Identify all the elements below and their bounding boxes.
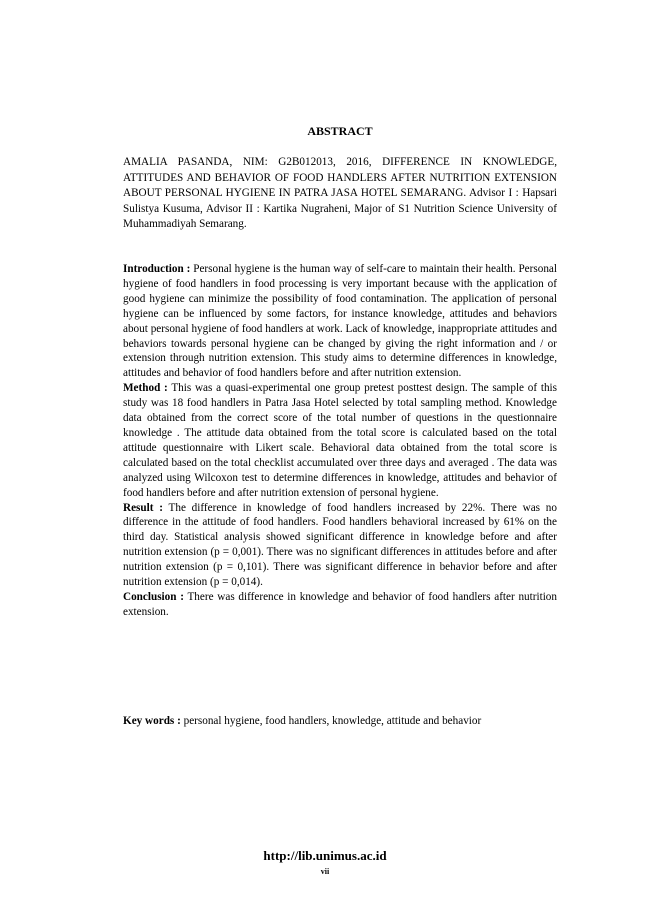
introduction-paragraph xyxy=(123,262,557,381)
conclusion-label: Conclusion : xyxy=(123,590,184,603)
method-paragraph xyxy=(123,381,557,500)
keywords-line xyxy=(123,714,557,729)
citation-header: AMALIA PASANDA, NIM: G2B012013, 2016, DIFFERENCE IN KNOWLEDGE, ATTITUDES AND BEHAVIOR OF FOOD HANDLERS AFTER NUTRITION EXTENSION ABOUT PERSONAL HYGIENE IN PATRA JASA HOTEL SEMARANG. xyxy=(123,156,557,200)
conclusion-text: There was difference in knowledge and behavior of food handlers after nutrition extension. xyxy=(123,590,557,618)
result-text: The difference in knowledge of food handlers increased by 22%. There was no difference in the attitude of food handlers. Food handlers behavioral increased by 61% on the third day. Statistical analysis showed significant difference in knowledge before and after nutrition extension (p = 0,001). There was no significant differences in attitudes before and after nutrition extension (p = 0,101). There was significant difference in behavior before and after nutrition extension (p = 0,014). xyxy=(123,501,557,589)
abstract-body xyxy=(123,262,557,620)
conclusion-paragraph xyxy=(123,590,557,620)
footer-url: http://lib.unimus.ac.id xyxy=(263,848,387,863)
method-label: Method : xyxy=(123,382,168,395)
abstract-title: ABSTRACT xyxy=(307,124,373,138)
keywords-text: personal hygiene, food handlers, knowledge, attitude and behavior xyxy=(180,715,482,727)
keywords-label: Key words : xyxy=(123,715,181,727)
introduction-text: Personal hygiene is the human way of self-care to maintain their health. Personal hygiene of food handlers in food processing is very important because with the application of good hygiene can minimize the possibility of food contamination. The application of personal hygiene can be influenced by some factors, for instance knowledge, attitudes and behaviors about personal hygiene of food handlers at work. Lack of knowledge, inappropriate attitudes and behaviors towards personal hygiene can be changed by giving the right information and / or extension through nutrition extension. This study aims to determine differences in knowledge, attitudes and behavior of food handlers before and after nutrition extension. xyxy=(123,263,557,380)
method-text: This was a quasi-experimental one group pretest posttest design. The sample of this study was 18 food handlers in Patra Jasa Hotel selected by total sampling method. Knowledge data obtained from the correct score of the total number of questions in the questionnaire knowledge . The attitude data obtained from the total score is calculated based on the total attitude questionnaire with Likert scale. Behavioral data obtained from the total score is calculated based on the total checklist accumulated over three days and averaged . The data was analyzed using Wilcoxon test to determine differences in knowledge, attitudes and behavior of food handlers before and after nutrition extension of personal hygiene. xyxy=(123,382,558,499)
introduction-label: Introduction : xyxy=(123,263,191,275)
result-paragraph xyxy=(123,501,557,590)
citation-block xyxy=(123,155,557,233)
page-number: vii xyxy=(320,867,330,876)
result-label: Result : xyxy=(123,501,163,514)
citation-advisors: Advisor I : Hapsari Sulistya Kusuma, Advisor II : Kartika Nugraheni, Major of S1 Nutrition Science University of Muhammadiyah Semarang. xyxy=(123,187,557,231)
